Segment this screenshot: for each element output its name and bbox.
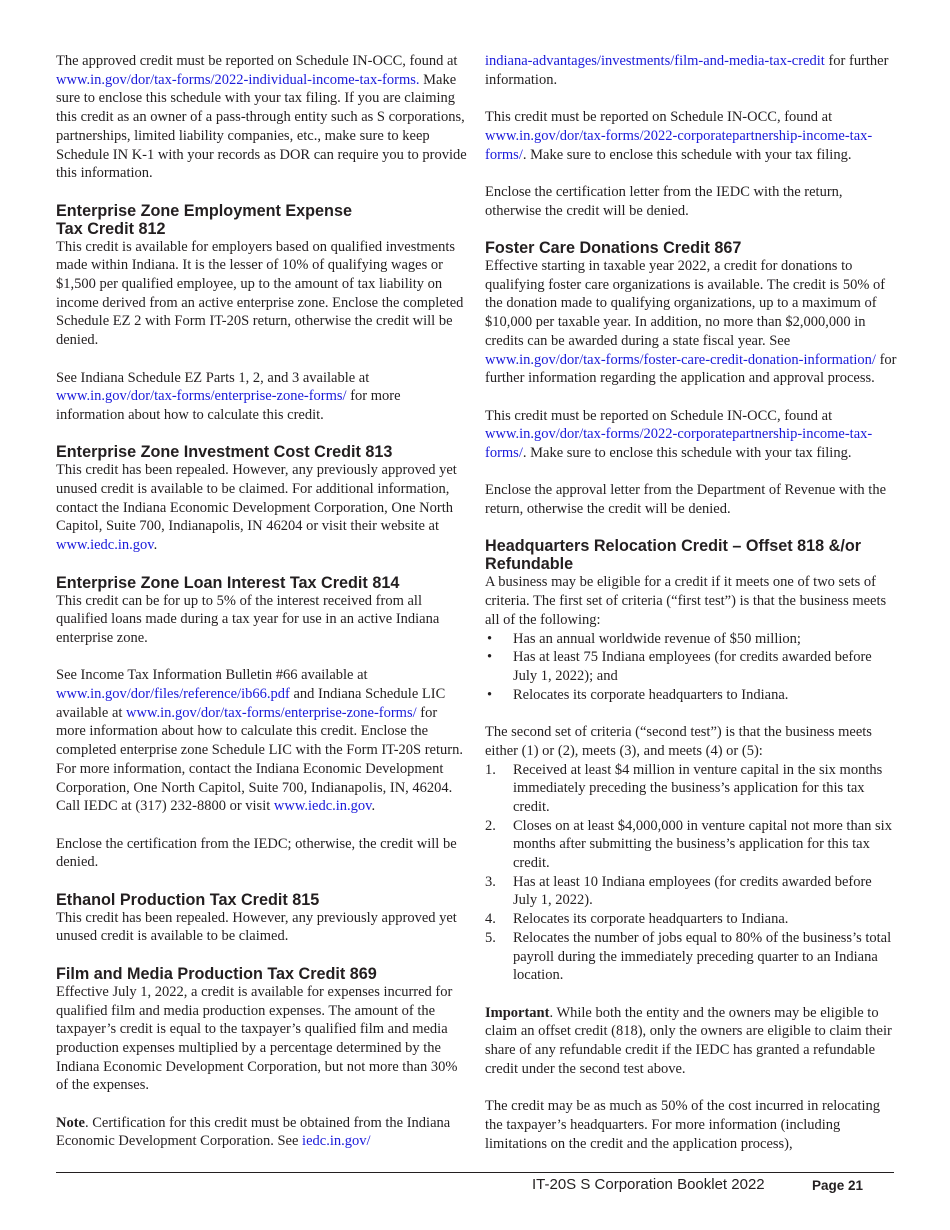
corporate-partnership-forms-link-2[interactable]: www.in.gov/dor/tax-forms/2022-corporatepartnership-income-tax-forms/ (485, 426, 873, 461)
s813-paragraph-1: This credit has been repealed. However, any previously approved yet unused credit is available to be claimed. For additional information, contact the Indiana Economic Development Corporation, One North Capitol, Suite 700, Indianapolis, IN 46204 or visit their website at www.iedc.in.gov. (56, 462, 457, 554)
section-heading-812: Enterprise Zone Employment Expense Tax Credit 812 (56, 201, 352, 238)
s869-continued: indiana-advantages/investments/film-and-media-tax-credit for further information. (485, 53, 889, 88)
s812-paragraph-2: See Indiana Schedule EZ Parts 1, 2, and 3 available at www.in.gov/dor/tax-forms/enterprise-zone-forms/ for more information about how to calculate this credit. (56, 369, 401, 423)
list-item: • Has an annual worldwide revenue of $50 million; (487, 630, 801, 647)
s818-paragraph-1: A business may be eligible for a credit if it meets one of two sets of criteria. The first set of criteria (“first test”) is that the business meets all of the following: (485, 574, 887, 628)
footer-booklet-title: IT-20S S Corporation Booklet 2022 (532, 1176, 765, 1193)
individual-income-tax-forms-link[interactable]: www.in.gov/dor/tax-forms/2022-individual-income-tax-forms. (56, 71, 420, 88)
footer-divider (56, 1172, 894, 1173)
list-item: 5. Relocates the number of jobs equal to 80% of the business’s total payroll during the immediately preceding quarter to an Indiana location. (485, 929, 892, 984)
s814-paragraph-3: Enclose the certification from the IEDC; otherwise, the credit will be denied. (56, 835, 457, 871)
first-test-list (485, 630, 897, 705)
s869-paragraph-3: Enclose the certification letter from the IEDC with the return, otherwise the credit will be denied. (485, 183, 843, 219)
s869-paragraph-1: Effective July 1, 2022, a credit is available for expenses incurred for qualified film and media production expenses. The amount of the taxpayer’s credit is equal to the taxpayer’s qualified film and media production expenses multiplied by a percentage determined by the Indiana Economic Development Corporation, but not more than 30% of the expenses. (56, 983, 458, 1094)
ib66-link[interactable]: www.in.gov/dor/files/reference/ib66.pdf (56, 686, 290, 703)
s869-paragraph-2: This credit must be reported on Schedule IN-OCC, found at www.in.gov/dor/tax-forms/2022-corporatepartnership-income-tax-forms/. Make sure to enclose this schedule with your tax filing. (485, 109, 873, 163)
s818-important: Important. While both the entity and the owners may be eligible to claim an offset credit (818), only the owners are eligible to claim their share of any refundable credit if the IEDC has granted a refundable credit under the second test above. (485, 1004, 892, 1077)
section-heading-813: Enterprise Zone Investment Cost Credit 813 (56, 443, 393, 462)
corporate-partnership-forms-link[interactable]: www.in.gov/dor/tax-forms/2022-corporatepartnership-income-tax-forms/ (485, 127, 873, 163)
s818-paragraph-3: The credit may be as much as 50% of the cost incurred in relocating the taxpayer’s headquarters. For more information (including limitations on the credit and the application process), (485, 1098, 880, 1152)
right-column (485, 52, 897, 1153)
iedc-film-link-start[interactable]: iedc.in.gov/ (302, 1133, 371, 1150)
s818-paragraph-2: The second set of criteria (“second test”) is that the business meets either (1) or (2), meets (3), and meets (4) or (5): (485, 724, 872, 759)
section-heading-818: Headquarters Relocation Credit – Offset 818 &/or Refundable (485, 537, 862, 574)
film-media-tax-credit-link[interactable]: indiana-advantages/investments/film-and-media-tax-credit (485, 53, 825, 69)
s814-paragraph-1: This credit can be for up to 5% of the interest received from all qualified loans made during a tax year for use in an active Indiana enterprise zone. (56, 592, 440, 646)
section-heading-867: Foster Care Donations Credit 867 (485, 238, 742, 257)
list-item: 3. Has at least 10 Indiana employees (for credits awarded before July 1, 2022). (485, 873, 872, 909)
bullet-marker: • (487, 649, 493, 666)
intro-paragraph: The approved credit must be reported on Schedule IN-OCC, found at www.in.gov/dor/tax-forms/2022-individual-income-tax-forms. Make sure to enclose this schedule with your tax filing. If you are claiming this credit as an owner of a pass-through entity such as S corporations, partnerships, limited liability companies, etc., make sure to keep Schedule IN K-1 with your records as DOR can require you to provide this information. (56, 53, 467, 182)
list-item: • Has at least 75 Indiana employees (for credits awarded before July 1, 2022); and (487, 649, 872, 684)
enterprise-zone-forms-link-2[interactable]: www.in.gov/dor/tax-forms/enterprise-zone-forms/ (126, 704, 417, 721)
list-item: 1. Received at least $4 million in venture capital in the six months immediately preceding the business’s application for this tax credit. (485, 761, 883, 815)
iedc-website-link-2[interactable]: www.iedc.in.gov (273, 798, 372, 815)
left-column (56, 52, 468, 1151)
s815-paragraph-1: This credit has been repealed. However, any previously approved yet unused credit is available to be claimed. (56, 909, 457, 945)
section-heading-815: Ethanol Production Tax Credit 815 (56, 890, 320, 909)
section-heading-869: Film and Media Production Tax Credit 869 (56, 964, 377, 983)
s867-paragraph-1: Effective starting in taxable year 2022, a credit for donations to qualifying foster care organizations is available. The credit is 50% of the donation made to qualifying organizations, up to a maximum of $10,000 per taxable year. In addition, no more than $2,000,000 in credits can be awarded during a state fiscal year. See www.in.gov/dor/tax-forms/foster-care-credit-donation-information/ for further information regarding the application and approval process. (485, 257, 897, 387)
page-number: Page 21 (812, 1178, 864, 1193)
s812-paragraph-1: This credit is available for employers based on qualified investments made within Indiana. It is the lesser of 10% of qualifying wages or $1,500 per qualified employee, up to the amount of tax liability on income derived from an active enterprise zone. Enclose the completed Schedule EZ 2 with Form IT-20S return, otherwise the credit will be denied. (56, 238, 464, 349)
iedc-website-link[interactable]: www.iedc.in.gov (56, 537, 154, 554)
list-item: • Relocates its corporate headquarters to Indiana. (487, 686, 789, 703)
foster-care-credit-link[interactable]: www.in.gov/dor/tax-forms/foster-care-credit-donation-information/ (485, 351, 876, 368)
enterprise-zone-forms-link[interactable]: www.in.gov/dor/tax-forms/enterprise-zone-forms/ (56, 388, 347, 405)
list-item: 2. Closes on at least $4,000,000 in venture capital not more than six months after submitting the business’s application for this tax credit. (485, 817, 892, 872)
bullet-marker: • (487, 630, 493, 647)
s867-paragraph-3: Enclose the approval letter from the Department of Revenue with the return, otherwise the credit will be denied. (485, 482, 887, 518)
s867-paragraph-2: This credit must be reported on Schedule IN-OCC, found at www.in.gov/dor/tax-forms/2022-corporatepartnership-income-tax-forms/. Make sure to enclose this schedule with your tax filing. (485, 407, 873, 461)
s869-note: Note. Certification for this credit must be obtained from the Indiana Economic Development Corporation. See iedc.in.gov/ (56, 1114, 451, 1150)
s814-paragraph-2: See Income Tax Information Bulletin #66 available at www.in.gov/dor/files/reference/ib66.pdf and Indiana Schedule LIC available at www.in.gov/dor/tax-forms/enterprise-zone-forms/ for more information about how to calculate this credit. Enclose the completed enterprise zone Schedule LIC with the Form IT-20S return. For more information, contact the Indiana Economic Development Corporation, One North Capitol, Suite 700, Indianapolis, IN, 46204. Call IEDC at (317) 232-8800 or visit www.iedc.in.gov. (56, 667, 463, 815)
section-heading-814: Enterprise Zone Loan Interest Tax Credit 814 (56, 573, 400, 592)
second-test-list (485, 761, 897, 985)
list-item: 4. Relocates its corporate headquarters to Indiana. (485, 911, 789, 928)
bullet-marker: • (487, 686, 493, 703)
